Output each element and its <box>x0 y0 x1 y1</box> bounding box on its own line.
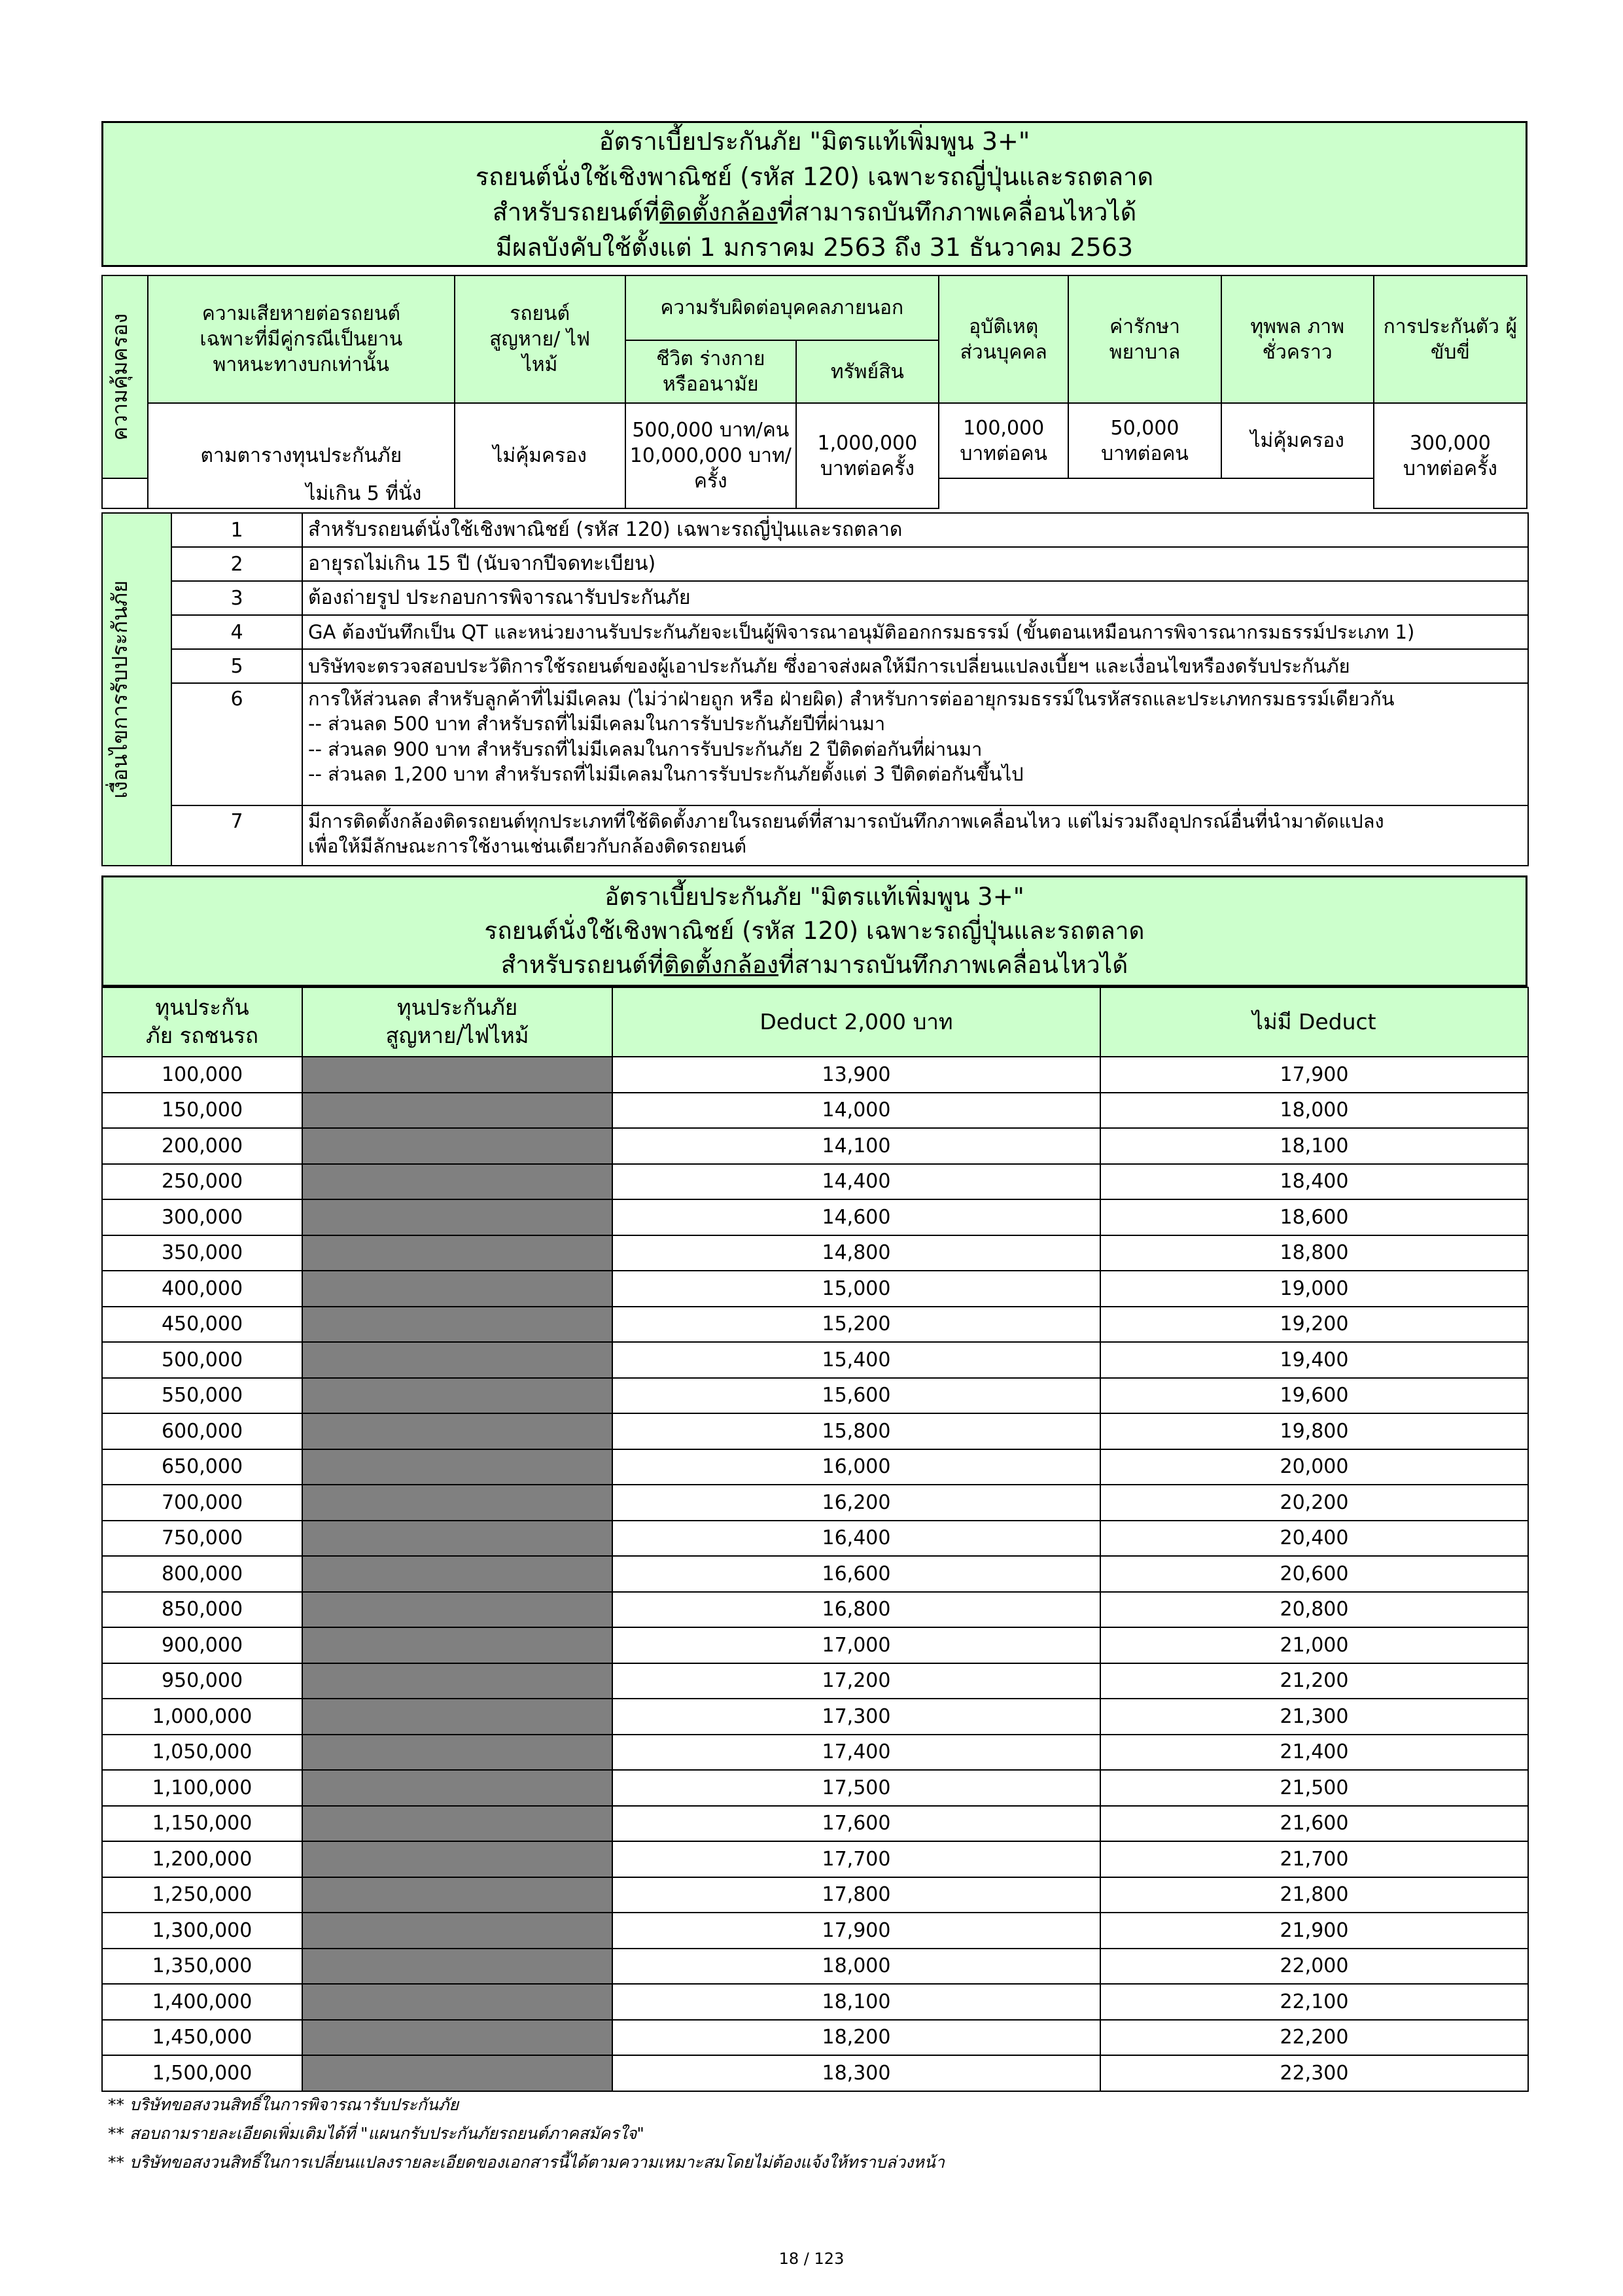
cell-premium-deduct: 14,600 <box>612 1199 1100 1235</box>
cell-premium-deduct: 15,600 <box>612 1378 1100 1414</box>
cell-loss-fire-sum <box>302 1841 612 1877</box>
cell-collision-sum: 1,450,000 <box>102 2020 302 2056</box>
cell-premium-no-deduct: 18,100 <box>1100 1128 1528 1164</box>
cell-collision-sum: 1,050,000 <box>102 1735 302 1771</box>
cell-loss-fire-sum <box>302 1378 612 1414</box>
cell-collision-sum: 750,000 <box>102 1521 302 1557</box>
coverage-header-life: ชีวิต ร่างกาย หรืออนามัย <box>625 340 796 403</box>
table-row <box>102 1485 1528 1521</box>
table-row <box>102 1378 1528 1414</box>
table-row <box>102 1093 1528 1129</box>
cell-collision-sum: 1,350,000 <box>102 1949 302 1985</box>
cell-loss-fire-sum <box>302 1235 612 1271</box>
cell-collision-sum: 150,000 <box>102 1093 302 1129</box>
condition-text: GA ต้องบันทึกเป็น QT และหน่วยงานรับประกันภัยจะเป็นผู้พิจารณาอนุมัติออกกรมธรรม์ (ขั้นตอนเหมือนการพิจารณากรมธรรม์ประเภท 1) <box>302 615 1528 649</box>
condition-number: 2 <box>171 547 302 581</box>
condition-text: บริษัทจะตรวจสอบประวัติการใช้รถยนต์ของผู้เอาประกันภัย ซึ่งอาจส่งผลให้มีการเปลี่ยนแปลงเบี้ยฯ และเงื่อนไขหรืองดรับประกันภัย <box>302 649 1528 683</box>
condition-text: ต้องถ่ายรูป ประกอบการพิจารณารับประกันภัย <box>302 581 1528 615</box>
cell-loss-fire-sum <box>302 1913 612 1949</box>
cell-premium-no-deduct: 21,600 <box>1100 1806 1528 1842</box>
cell-loss-fire-sum <box>302 1521 612 1557</box>
cell-collision-sum: 1,250,000 <box>102 1877 302 1913</box>
table-row <box>102 1984 1528 2020</box>
condition-number: 6 <box>171 683 302 805</box>
cell-loss-fire-sum <box>302 1770 612 1806</box>
cell-premium-deduct: 14,400 <box>612 1164 1100 1200</box>
cell-premium-no-deduct: 20,800 <box>1100 1592 1528 1628</box>
cell-collision-sum: 600,000 <box>102 1413 302 1449</box>
condition-number: 3 <box>171 581 302 615</box>
coverage-header-damage: ความเสียหายต่อรถยนต์ เฉพาะที่มีคู่กรณีเป็นยานพาหนะทางบกเท่านั้น <box>148 275 454 403</box>
table-row <box>102 1556 1528 1592</box>
col-header-no-deduct: ไม่มี Deduct <box>1100 987 1528 1057</box>
cell-premium-deduct: 13,900 <box>612 1057 1100 1093</box>
cell-loss-fire-sum <box>302 1449 612 1485</box>
coverage-value-property: 1,000,000 บาทต่อครั้ง <box>796 403 939 508</box>
cell-collision-sum: 1,200,000 <box>102 1841 302 1877</box>
cell-premium-no-deduct: 20,600 <box>1100 1556 1528 1592</box>
cell-premium-deduct: 15,200 <box>612 1307 1100 1343</box>
cell-premium-deduct: 16,800 <box>612 1592 1100 1628</box>
cell-collision-sum: 100,000 <box>102 1057 302 1093</box>
table-row <box>102 1235 1528 1271</box>
cell-premium-deduct: 15,400 <box>612 1342 1100 1378</box>
cell-premium-no-deduct: 21,900 <box>1100 1913 1528 1949</box>
cell-premium-no-deduct: 19,600 <box>1100 1378 1528 1414</box>
coverage-value-bail: ไม่คุ้มครอง <box>1221 403 1374 478</box>
cell-loss-fire-sum <box>302 1627 612 1663</box>
table-row <box>102 1449 1528 1485</box>
conditions-table <box>101 512 1529 866</box>
cell-premium-deduct: 15,000 <box>612 1271 1100 1307</box>
coverage-value-loss-fire: ไม่คุ้มครอง <box>455 403 625 508</box>
cell-premium-deduct: 15,800 <box>612 1413 1100 1449</box>
cell-premium-no-deduct: 21,200 <box>1100 1663 1528 1699</box>
cell-collision-sum: 300,000 <box>102 1199 302 1235</box>
cell-loss-fire-sum <box>302 1307 612 1343</box>
cell-premium-no-deduct: 20,200 <box>1100 1485 1528 1521</box>
cell-collision-sum: 1,000,000 <box>102 1699 302 1735</box>
condition-text: การให้ส่วนลด สำหรับลูกค้าที่ไม่มีเคลม (ไม่ว่าฝ่ายถูก หรือ ฝ่ายผิด) สำหรับการต่ออายุกรมธรรม์ในรหัสรถและประเภทกรมธรรม์เดียวกัน -- ส่วนลด 500 บาท สำหรับรถที่ไม่มีเคลมในการรับประกันภัยปีที่ผ่านมา -- ส่วนลด 900 บาท สำหรับรถที่ไม่มีเคลมในการรับประกันภัย 2 ปีติดต่อกันที่ผ่านมา -- ส่วนลด 1,200 บาท สำหรับรถที่ไม่มีเคลมในการรับประกันภัยตั้งแต่ 3 ปีติดต่อกันขึ้นไป <box>302 683 1528 805</box>
table-row <box>102 1841 1528 1877</box>
col-header-deduct: Deduct 2,000 บาท <box>612 987 1100 1057</box>
cell-premium-deduct: 17,800 <box>612 1877 1100 1913</box>
cell-collision-sum: 800,000 <box>102 1556 302 1592</box>
condition-text: สำหรับรถยนต์นั่งใช้เชิงพาณิชย์ (รหัส 120) เฉพาะรถญี่ปุ่นและรถตลาด <box>302 513 1528 547</box>
table-row <box>102 1949 1528 1985</box>
premium-rates-table <box>101 987 1529 2092</box>
cell-premium-deduct: 17,200 <box>612 1663 1100 1699</box>
cell-premium-no-deduct: 21,800 <box>1100 1877 1528 1913</box>
cell-loss-fire-sum <box>302 1057 612 1093</box>
table-row <box>102 1627 1528 1663</box>
coverage-header-medical: ค่ารักษา พยาบาล <box>1068 275 1221 403</box>
cell-loss-fire-sum <box>302 1735 612 1771</box>
premium-title-line-3: สำหรับรถยนต์ที่ติดตั้งกล้องที่สามารถบันทึกภาพเคลื่อนไหวได้ <box>500 951 1128 979</box>
cell-collision-sum: 850,000 <box>102 1592 302 1628</box>
cell-loss-fire-sum <box>302 1128 612 1164</box>
cell-premium-no-deduct: 21,000 <box>1100 1627 1528 1663</box>
cell-loss-fire-sum <box>302 2020 612 2056</box>
table-row <box>102 1877 1528 1913</box>
cell-premium-deduct: 16,400 <box>612 1521 1100 1557</box>
cell-loss-fire-sum <box>302 1164 612 1200</box>
cell-premium-deduct: 18,100 <box>612 1984 1100 2020</box>
condition-text: มีการติดตั้งกล้องติดรถยนต์ทุกประเภทที่ใช้ติดตั้งภายในรถยนต์ที่สามารถบันทึกภาพเคลื่อนไหว แต่ไม่รวมถึงอุปกรณ์อื่นที่นำมาดัดแปลง เพื่อให้มีลักษณะการใช้งานเช่นเดียวกับกล้องติดรถยนต์ <box>302 805 1528 866</box>
cell-loss-fire-sum <box>302 1806 612 1842</box>
cell-collision-sum: 250,000 <box>102 1164 302 1200</box>
cell-premium-no-deduct: 22,100 <box>1100 1984 1528 2020</box>
table-row <box>102 1699 1528 1735</box>
title-line-2: รถยนต์นั่งใช้เชิงพาณิชย์ (รหัส 120) เฉพาะรถญี่ปุ่นและรถตลาด <box>475 162 1154 191</box>
coverage-header-bail: ทุพพล ภาพชั่วคราว <box>1221 275 1374 403</box>
coverage-value-damage: ตามตารางทุนประกันภัย <box>148 403 454 508</box>
table-row <box>102 1521 1528 1557</box>
table-row <box>102 1735 1528 1771</box>
table-row <box>102 2055 1528 2091</box>
cell-premium-no-deduct: 22,000 <box>1100 1949 1528 1985</box>
coverage-header-loss-fire: รถยนต์ สูญหาย/ ไฟไหม้ <box>455 275 625 403</box>
cell-loss-fire-sum <box>302 1199 612 1235</box>
cell-premium-no-deduct: 19,800 <box>1100 1413 1528 1449</box>
cell-collision-sum: 700,000 <box>102 1485 302 1521</box>
cell-premium-deduct: 14,800 <box>612 1235 1100 1271</box>
condition-text: อายุรถไม่เกิน 15 ปี (นับจากปีจดทะเบียน) <box>302 547 1528 581</box>
cell-loss-fire-sum <box>302 1342 612 1378</box>
coverage-header-driver: การประกันตัว ผู้ขับขี่ <box>1374 275 1527 403</box>
cell-premium-deduct: 17,400 <box>612 1735 1100 1771</box>
table-row <box>102 1592 1528 1628</box>
premium-title-line-1: อัตราเบี้ยประกันภัย "มิตรแท้เพิ่มพูน 3+" <box>604 883 1024 911</box>
condition-number: 1 <box>171 513 302 547</box>
table-row <box>102 1271 1528 1307</box>
cell-collision-sum: 950,000 <box>102 1663 302 1699</box>
cell-premium-deduct: 14,100 <box>612 1128 1100 1164</box>
cell-premium-no-deduct: 18,400 <box>1100 1164 1528 1200</box>
title-line-3: สำหรับรถยนต์ที่ติดตั้งกล้องที่สามารถบันทึกภาพเคลื่อนไหวได้ <box>492 197 1137 226</box>
cell-premium-no-deduct: 18,800 <box>1100 1235 1528 1271</box>
coverage-header-accident: อุบัติเหตุ ส่วนบุคคล <box>939 275 1069 403</box>
cell-premium-no-deduct: 22,300 <box>1100 2055 1528 2091</box>
cell-loss-fire-sum <box>302 2055 612 2091</box>
cell-premium-no-deduct: 17,900 <box>1100 1057 1528 1093</box>
cell-premium-deduct: 17,700 <box>612 1841 1100 1877</box>
cell-premium-deduct: 18,000 <box>612 1949 1100 1985</box>
coverage-value-driver: 300,000 บาทต่อครั้ง <box>1374 403 1527 508</box>
coverage-value-seats: ไม่เกิน 5 ที่นั่ง <box>102 478 625 508</box>
cell-premium-deduct: 14,000 <box>612 1093 1100 1129</box>
footnote: ** สอบถามรายละเอียดเพิ่มเติมได้ที่ "แผนกรับประกันภัยรถยนต์ภาคสมัครใจ" <box>108 2124 644 2143</box>
cell-premium-no-deduct: 19,200 <box>1100 1307 1528 1343</box>
cell-loss-fire-sum <box>302 1413 612 1449</box>
table-row <box>102 1199 1528 1235</box>
cell-collision-sum: 1,150,000 <box>102 1806 302 1842</box>
cell-premium-deduct: 17,900 <box>612 1913 1100 1949</box>
table-row <box>102 1128 1528 1164</box>
cell-premium-deduct: 16,200 <box>612 1485 1100 1521</box>
conditions-side-label: เงื่อนไขการรับประกันภัย <box>102 513 171 866</box>
cell-loss-fire-sum <box>302 1271 612 1307</box>
cell-premium-deduct: 17,500 <box>612 1770 1100 1806</box>
col-header-collision-sum: ทุนประกันภัย รถชนรถ <box>102 987 302 1057</box>
coverage-header-liability: ความรับผิดต่อบุคคลภายนอก <box>625 275 939 340</box>
cell-premium-no-deduct: 21,400 <box>1100 1735 1528 1771</box>
table-row <box>102 1770 1528 1806</box>
cell-collision-sum: 350,000 <box>102 1235 302 1271</box>
cell-loss-fire-sum <box>302 1485 612 1521</box>
coverage-table <box>101 275 1527 509</box>
coverage-value-life: 500,000 บาท/คน 10,000,000 บาท/ครั้ง <box>625 403 796 508</box>
cell-collision-sum: 400,000 <box>102 1271 302 1307</box>
cell-collision-sum: 900,000 <box>102 1627 302 1663</box>
cell-premium-deduct: 16,600 <box>612 1556 1100 1592</box>
table-row <box>102 1164 1528 1200</box>
cell-premium-no-deduct: 20,000 <box>1100 1449 1528 1485</box>
coverage-header-property: ทรัพย์สิน <box>796 340 939 403</box>
coverage-value-medical: 50,000 บาทต่อคน <box>1068 403 1221 478</box>
cell-premium-no-deduct: 21,300 <box>1100 1699 1528 1735</box>
condition-number: 7 <box>171 805 302 866</box>
cell-premium-no-deduct: 20,400 <box>1100 1521 1528 1557</box>
coverage-value-accident: 100,000 บาทต่อคน <box>939 403 1069 478</box>
cell-loss-fire-sum <box>302 1699 612 1735</box>
title-line-1: อัตราเบี้ยประกันภัย "มิตรแท้เพิ่มพูน 3+" <box>599 126 1030 156</box>
footnote: ** บริษัทขอสงวนสิทธิ์ในการพิจารณารับประกันภัย <box>108 2095 459 2114</box>
cell-premium-deduct: 18,300 <box>612 2055 1100 2091</box>
cell-collision-sum: 1,300,000 <box>102 1913 302 1949</box>
table-row <box>102 2020 1528 2056</box>
cell-premium-no-deduct: 21,500 <box>1100 1770 1528 1806</box>
title-line-4: มีผลบังคับใช้ตั้งแต่ 1 มกราคม 2563 ถึง 31 ธันวาคม 2563 <box>495 232 1134 262</box>
cell-collision-sum: 1,400,000 <box>102 1984 302 2020</box>
cell-collision-sum: 1,100,000 <box>102 1770 302 1806</box>
cell-loss-fire-sum <box>302 1663 612 1699</box>
cell-premium-deduct: 18,200 <box>612 2020 1100 2056</box>
footnote: ** บริษัทขอสงวนสิทธิ์ในการเปลี่ยนแปลงรายละเอียดของเอกสารนี้ได้ตามความเหมาะสมโดยไม่ต้องแจ้งให้ทราบล่วงหน้า <box>108 2153 945 2172</box>
condition-number: 5 <box>171 649 302 683</box>
cell-premium-deduct: 17,000 <box>612 1627 1100 1663</box>
cell-loss-fire-sum <box>302 1877 612 1913</box>
col-header-loss-fire-sum: ทุนประกันภัย สูญหาย/ไฟไหม้ <box>302 987 612 1057</box>
table-row <box>102 1307 1528 1343</box>
cell-collision-sum: 1,500,000 <box>102 2055 302 2091</box>
cell-collision-sum: 200,000 <box>102 1128 302 1164</box>
cell-premium-deduct: 17,300 <box>612 1699 1100 1735</box>
cell-premium-no-deduct: 19,400 <box>1100 1342 1528 1378</box>
premium-table-title <box>101 875 1527 987</box>
cell-collision-sum: 550,000 <box>102 1378 302 1414</box>
table-row <box>102 1413 1528 1449</box>
table-row <box>102 1663 1528 1699</box>
cell-premium-no-deduct: 18,000 <box>1100 1093 1528 1129</box>
page-number: 18 / 123 <box>778 2250 845 2268</box>
table-row <box>102 1913 1528 1949</box>
footnotes <box>108 2091 945 2177</box>
cell-collision-sum: 650,000 <box>102 1449 302 1485</box>
table-row <box>102 1342 1528 1378</box>
cell-premium-no-deduct: 18,600 <box>1100 1199 1528 1235</box>
coverage-side-label: ความคุ้มครอง <box>102 275 148 478</box>
premium-title-line-2: รถยนต์นั่งใช้เชิงพาณิชย์ (รหัส 120) เฉพาะรถญี่ปุ่นและรถตลาด <box>484 917 1145 945</box>
cell-collision-sum: 450,000 <box>102 1307 302 1343</box>
table-row <box>102 1057 1528 1093</box>
cell-collision-sum: 500,000 <box>102 1342 302 1378</box>
cell-premium-no-deduct: 21,700 <box>1100 1841 1528 1877</box>
cell-loss-fire-sum <box>302 1984 612 2020</box>
cell-premium-no-deduct: 19,000 <box>1100 1271 1528 1307</box>
cell-loss-fire-sum <box>302 1949 612 1985</box>
table-row <box>102 1806 1528 1842</box>
cell-loss-fire-sum <box>302 1592 612 1628</box>
cell-loss-fire-sum <box>302 1093 612 1129</box>
cell-loss-fire-sum <box>302 1556 612 1592</box>
cell-premium-deduct: 17,600 <box>612 1806 1100 1842</box>
condition-number: 4 <box>171 615 302 649</box>
cell-premium-deduct: 16,000 <box>612 1449 1100 1485</box>
document-title <box>101 121 1527 267</box>
cell-premium-no-deduct: 22,200 <box>1100 2020 1528 2056</box>
